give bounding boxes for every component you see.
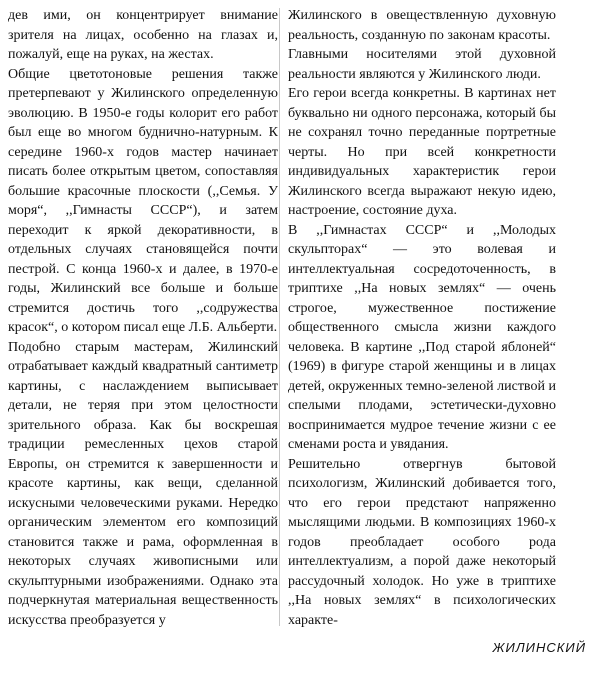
paragraph: Решительно отвергнув бытовой психологизм, Жилинский добивается того, что его герои предстают напряженно мыслящими людьми. В композициях 1960-х годов преобладает особого рода интеллектуализм, а порой даже некоторый рассудочный холодок. Но уже в триптихе ,,На новых землях“ в психологических характе- xyxy=(288,456,556,628)
paragraph: Подобно старым мастерам, Жилинский отрабатывает каждый квадратный сантиметр картины, с наслаждением выписывает детали, не теряя при этом целостности зрительного образа. Как бы воскрешая традиции ремесленных цехов старой Европы, он стремится к завершенности и красоте картины, как вещи, сделанной искусными человеческими руками. Нередко органическим элементом его композиций становится также и рама, оформленная в некоторых случаях живописными или скульптурными изображениями. Однако эта подчеркнутая материальная вещественность искусства преобразуется у xyxy=(8,339,278,628)
right-text-column xyxy=(288,6,556,630)
paragraph: В ,,Гимнастах СССР“ и ,,Молодых скульпторах“ — это волевая и интеллектуальная сосредоточенность, в триптихе ,,На новых землях“ — очень строгое, мужественное постижение общественного смысла жизни каждого человека. В картине ,,Под старой яблоней“ (1969) в фигуре старой женщины и в лицах детей, окруженных темно-зеленой листвой и спелыми плодами, эстетически-духовно воспринимается мудрое течение жизни с ее сменами роста и увядания. xyxy=(288,222,556,452)
column-divider xyxy=(279,8,280,626)
paragraph: Главными носителями этой духовной реальности являются у Жилинского люди. xyxy=(288,47,556,82)
paragraph: дев ими, он концентрирует внимание зрителя на лицах, особенно на глазах и, пожалуй, еще на руках, на жестах. xyxy=(8,8,278,62)
paragraph: Жилинского в овеществленную духовную реальность, созданную по законам красоты. xyxy=(288,8,556,43)
paragraph: Общие цветотоновые решения также претерпевают у Жилинского определенную эволюцию. В 1950-е годы колорит его работ был еще во многом буднично-натурным. К середине 1960-х годов мастер начинает писать более открытым цветом, сопоставляя большие красочные плоскости (,,Семья. У моря“, ,,Гимнасты СССР“), и затем переходит к яркой декоративности, в отдельных случаях становящейся почти пестрой. С конца 1960-х и далее, в 1970-е годы, Жилинский все больше и больше стремится достичь того ,,содружества красок“, о котором писал еще Л.Б. Альберти. xyxy=(8,66,278,335)
paragraph: Его герои всегда конкретны. В картинах нет буквально ни одного персонажа, который бы не сохранял точно переданные портретные черты. Но при всей конкретности индивидуальных характеристик герои Жилинского всегда выражают некую идею, настроение, состояние духа. xyxy=(288,86,556,218)
left-text-column xyxy=(8,6,278,630)
running-footer: ЖИЛИНСКИЙ xyxy=(492,640,586,655)
